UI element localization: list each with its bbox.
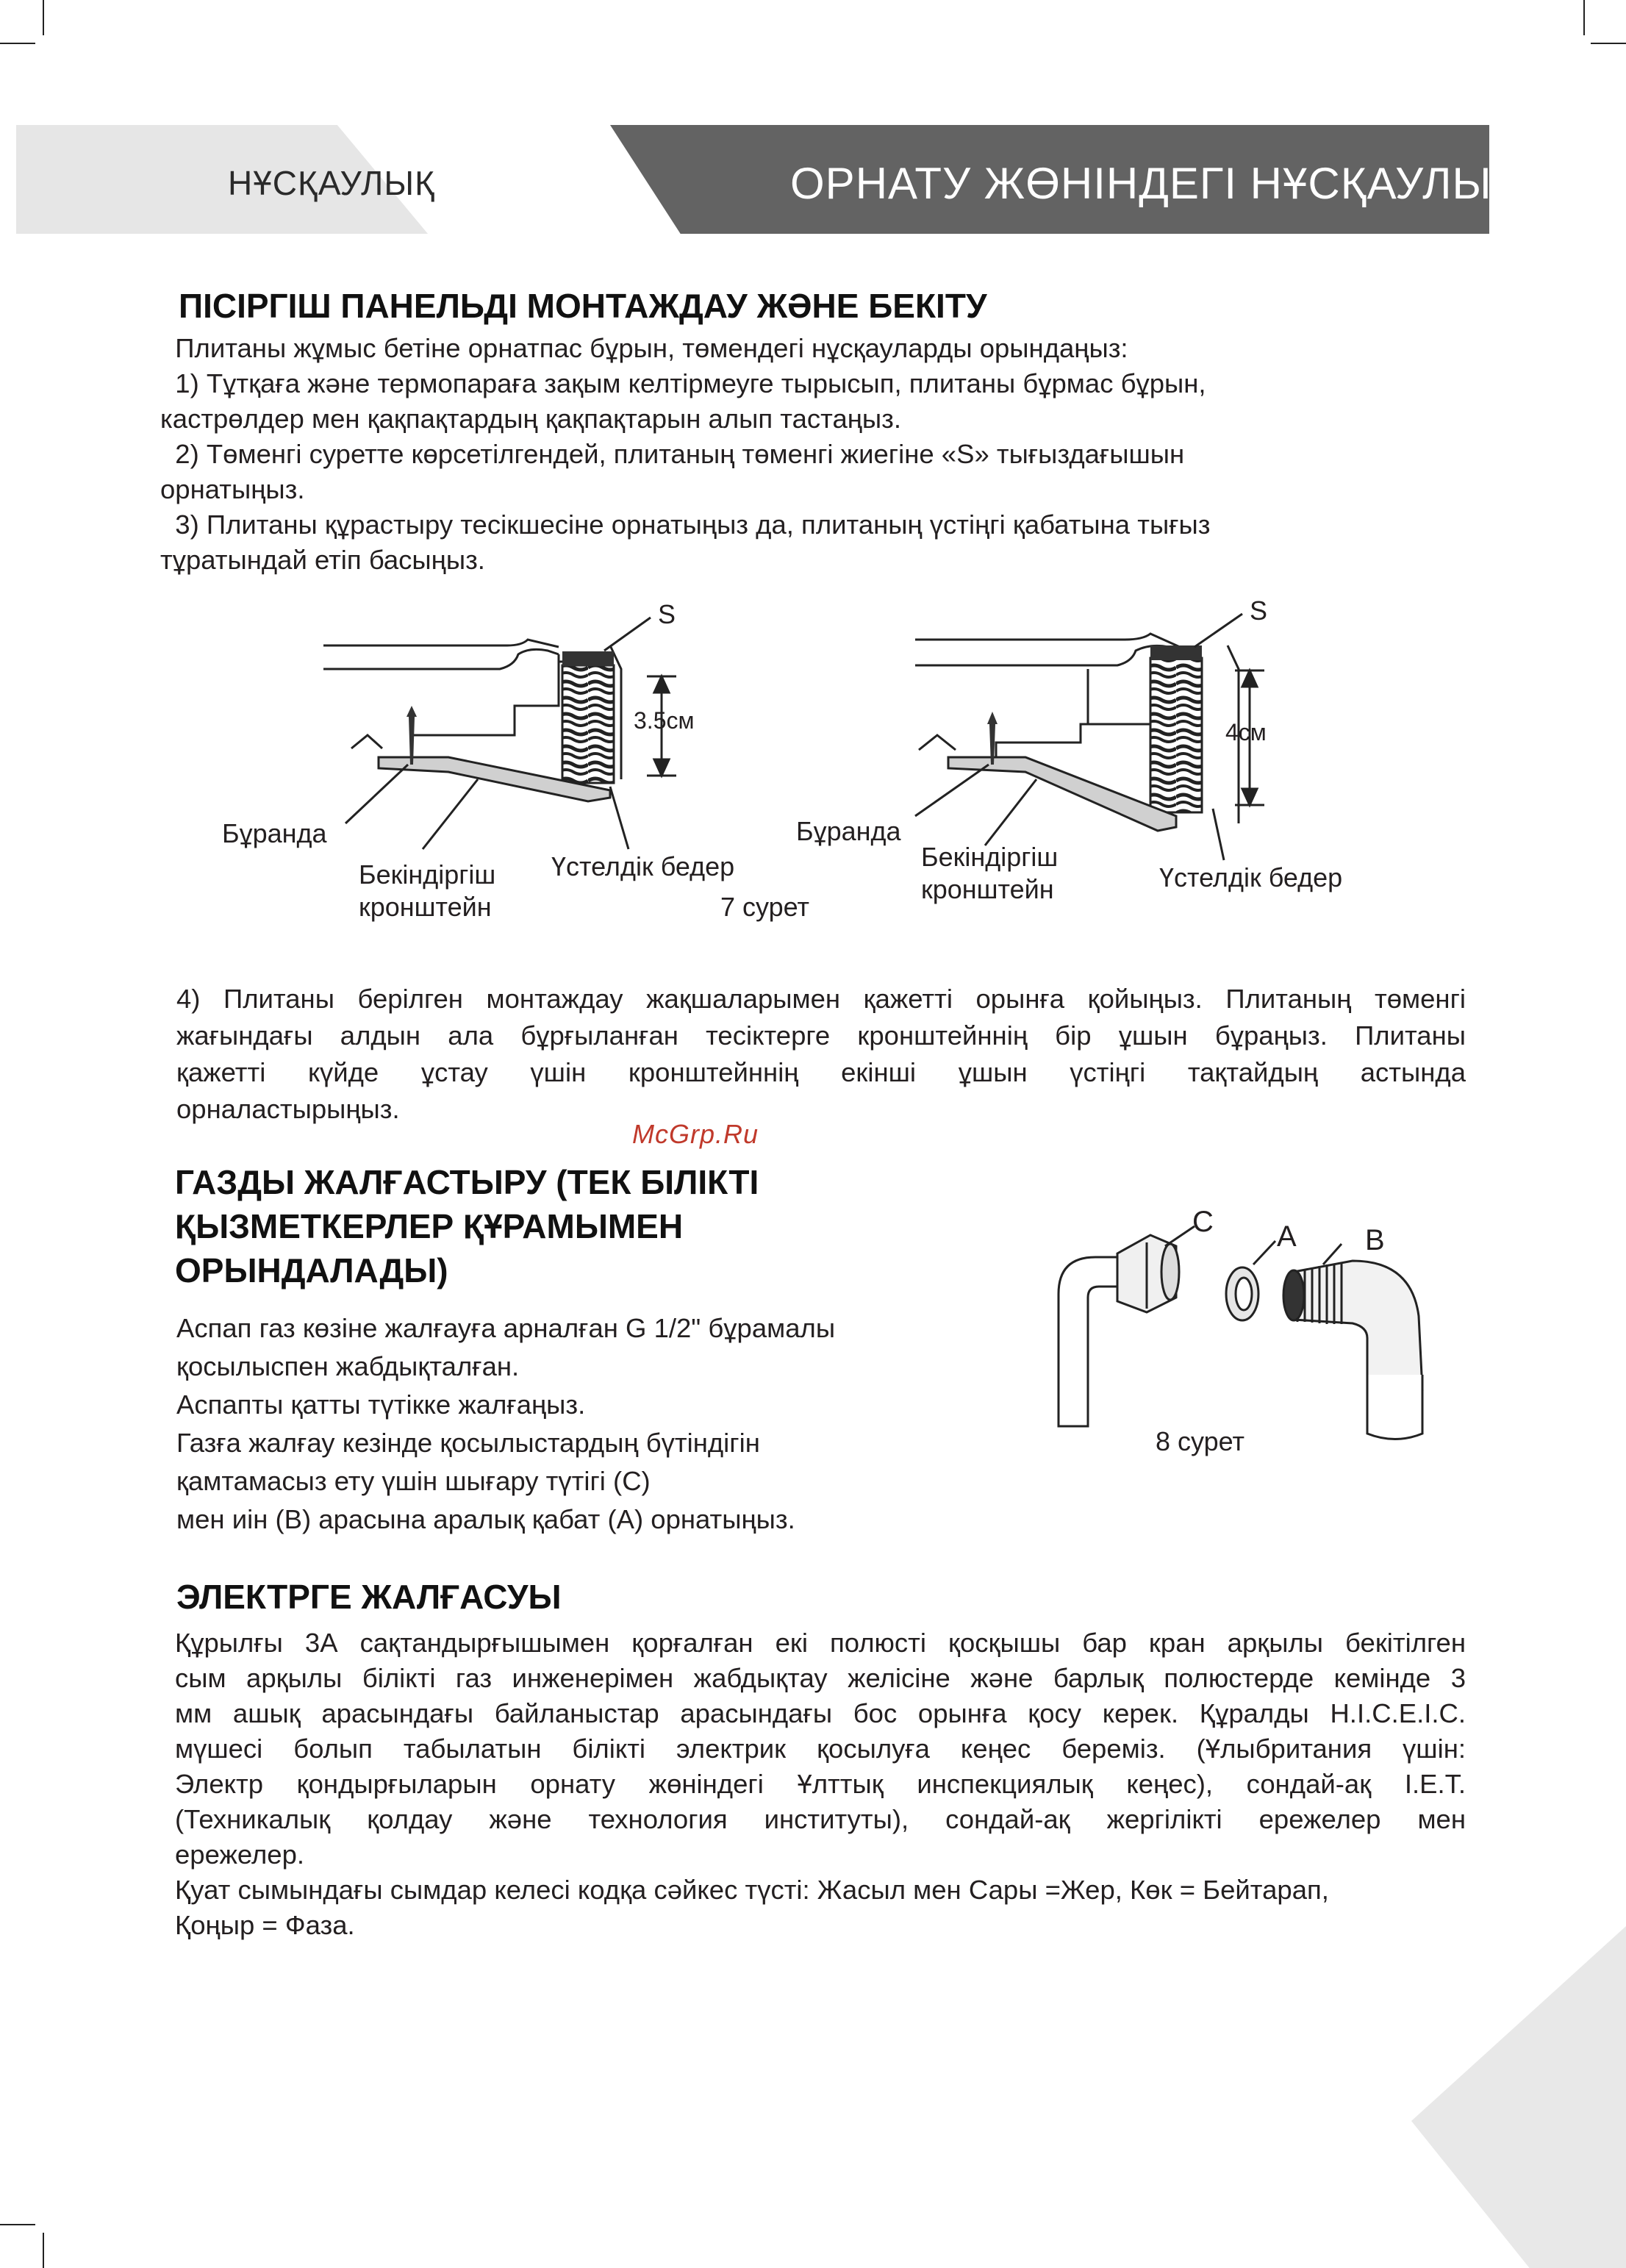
header-page-title: ОРНАТУ ЖӨНІНДЕГІ НҰСҚАУЛЫҚ [790, 159, 1519, 208]
crop-mark [43, 2233, 44, 2268]
text-line: мм ашық арасындағы байланыстар арасындағы бос орынға қосу керек. Құралды H.I.C.E.I.C. [175, 1698, 1466, 1728]
screw-label-left: Бұранда [222, 818, 327, 848]
text-line: тұратындай етіп басыңыз. [160, 545, 485, 575]
worktop-right [1150, 658, 1202, 812]
figure-8-diagram [1044, 1191, 1455, 1441]
text-line: сым арқылы білікті газ инженерімен жабдықтау желісіне және барлық полюстерде кемінде 3 [175, 1663, 1466, 1693]
text-line: Газға жалғау кезінде қосылыстардың бүтіндігін [176, 1428, 760, 1458]
seal-left [562, 651, 614, 666]
text-line: (Техникалық қолдау және технология институты), сондай-ақ жергілікті ережелер мен [175, 1804, 1466, 1834]
figure-7-caption: 7 сурет [720, 892, 809, 922]
text-line: мүшесі болып табылатын білікті электрик қосылуға кеңес береміз. (Ұлыбритания үшін: [175, 1734, 1466, 1764]
text-line: қосылыспен жабдықталған. [176, 1351, 520, 1381]
section-title-gas-line: ГАЗДЫ ЖАЛҒАСТЫРУ (ТЕК БІЛІКТІ [175, 1163, 759, 1201]
text-line: 4) Плитаны берілген монтаждау жақшаларымен қажетті орынға қойыңыз. Плитаның төменгі [176, 984, 1466, 1014]
header-section-label: НҰСҚАУЛЫҚ [228, 164, 435, 202]
text-line: 2) Төменгі суретте көрсетілгендей, плитаның төменгі жиегіне «S» тығыздағышын [160, 439, 1185, 469]
dimension-label-left: 3.5см [634, 707, 695, 734]
figure-7-diagram [0, 581, 1626, 948]
worktop-left [562, 665, 614, 783]
text-line: Электр қондырғыларын орнату жөніндегі Ұлттық инспекциялық кеңес), сондай-ақ I.E.T. [175, 1769, 1466, 1799]
part-label-c: C [1192, 1206, 1214, 1238]
bracket-label-left: Бекіндіргіш кронштейн [359, 859, 496, 922]
part-label-a: A [1277, 1220, 1297, 1253]
crop-mark [0, 2224, 35, 2225]
text-line: Қуат сымындағы сымдар келесі кодқа сәйкес түсті: Жасыл мен Сары =Жер, Көк = Бейтарап, [175, 1875, 1329, 1905]
crop-mark [1591, 43, 1626, 44]
text-line: Плитаны жұмыс бетіне орнатпас бұрын, төмендегі нұсқауларды орындаңыз: [160, 333, 1128, 363]
text-line: қамтамасыз ету үшін шығару түтігі (С) [176, 1466, 651, 1496]
text-line: қажетті күйде ұстау үшін кронштейннің екінші ұшын үстіңгі тақтайдың астында [176, 1057, 1466, 1087]
figure-8-caption: 8 сурет [1156, 1426, 1244, 1456]
section-title-mounting: ПІСІРГІШ ПАНЕЛЬДІ МОНТАЖДАУ ЖӘНЕ БЕКІТУ [179, 287, 987, 325]
text-line: мен иін (В) арасына аралық қабат (А) орнатыңыз. [176, 1504, 795, 1534]
text-line: Аспап газ көзіне жалғауға арналған G 1/2" бұрамалы [176, 1313, 836, 1343]
seal-label-right: S [1250, 595, 1268, 626]
washer-a [1226, 1267, 1258, 1320]
elbow-b [1283, 1261, 1422, 1439]
text-line: 1) Тұтқаға және термопараға зақым келтірмеуге тырысып, плитаны бұрмас бұрын, [160, 368, 1206, 398]
screw-label-right: Бұранда [796, 816, 901, 846]
part-label-b: B [1365, 1224, 1385, 1256]
crop-mark [1583, 0, 1585, 35]
text-line: орнатыңыз. [160, 474, 305, 504]
seal-label-left: S [658, 599, 676, 629]
text-line: Қоңыр = Фаза. [175, 1910, 355, 1940]
text-line: Құрылғы 3А сақтандырғышымен қорғалған екі полюсті қосқышы бар кран арқылы бекітілген [175, 1628, 1466, 1658]
text-line: кастрөлдер мен қақпақтардың қақпақтарын алып тастаңыз. [160, 404, 902, 434]
worktop-label-left: Үстелдік бедер [551, 851, 735, 881]
watermark: McGrp.Ru [632, 1119, 759, 1149]
crop-mark [43, 0, 44, 35]
section-title-gas-line: ҚЫЗМЕТКЕРЛЕР ҚҰРАМЫМЕН [175, 1207, 684, 1245]
section-title-gas-line: ОРЫНДАЛАДЫ) [175, 1251, 448, 1289]
text-line: ережелер. [175, 1839, 305, 1870]
seal-right [1150, 645, 1202, 660]
section-title-electrical: ЭЛЕКТРГЕ ЖАЛҒАСУЫ [176, 1578, 562, 1616]
text-line: 3) Плитаны құрастыру тесікшесіне орнатыңыз да, плитаның үстіңгі қабатына тығыз [160, 509, 1211, 540]
text-line: жағындағы алдын ала бұрғыланған тесіктерге кронштейннің бір ұшын бұраңыз. Плитаны [176, 1020, 1466, 1051]
dimension-label-right: 4см [1225, 719, 1267, 745]
crop-mark [0, 43, 35, 44]
bracket-label-right: Бекіндіргіш кронштейн [921, 842, 1059, 904]
worktop-label-right: Үстелдік бедер [1159, 862, 1343, 892]
elbow-pipe-c [1059, 1235, 1179, 1426]
text-line: орналастырыңыз. [176, 1094, 400, 1124]
text-line: Аспапты қатты түтікке жалғаңыз. [176, 1389, 586, 1420]
figure-8-leaders [1165, 1226, 1342, 1264]
page-corner-decoration [1411, 1926, 1626, 2268]
